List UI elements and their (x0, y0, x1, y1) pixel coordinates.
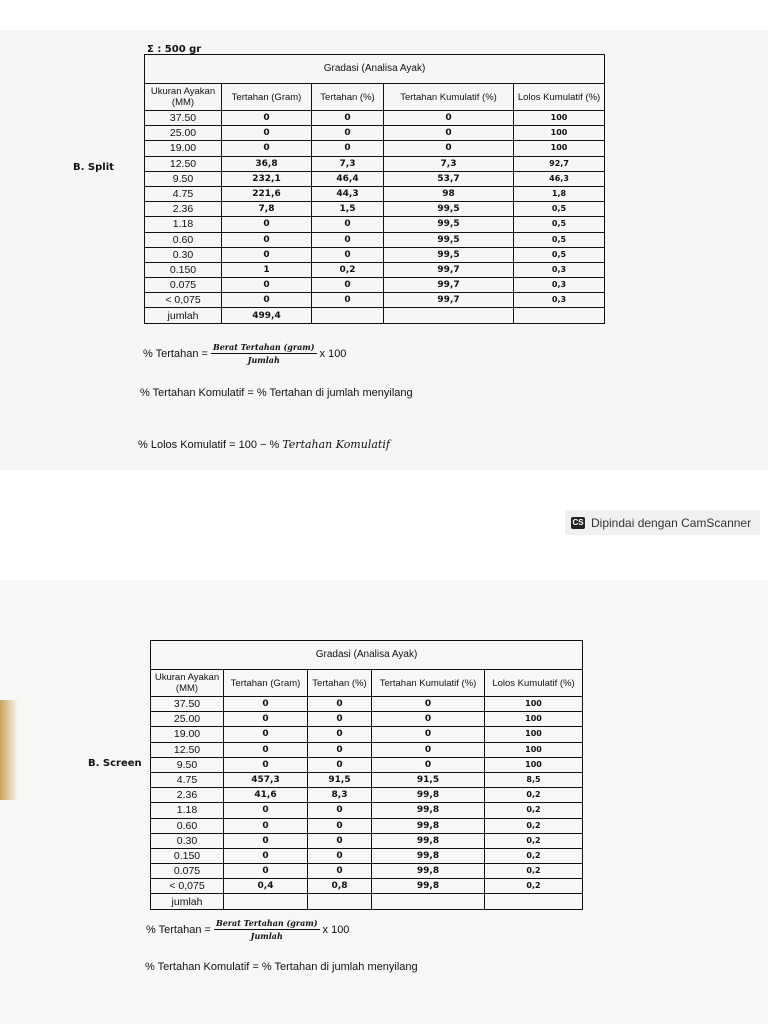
retained-gram-cell: 0 (222, 111, 312, 126)
total-weight-note: Σ : 500 gr (147, 44, 202, 55)
table-row (145, 186, 605, 201)
retained-percent-cell: 0 (312, 217, 384, 232)
header-cumulative-retained: Tertahan Kumulatif (%) (384, 84, 514, 111)
retained-percent-cell: 0 (312, 126, 384, 141)
sieve-size-cell: 0.150 (145, 262, 222, 277)
cumulative-retained-cell: 99,8 (372, 803, 485, 818)
retained-gram-cell: 0 (222, 293, 312, 308)
cumulative-retained-cell: 0 (372, 712, 485, 727)
cumulative-retained-cell: 98 (384, 186, 514, 201)
retained-percent-cell: 0 (312, 232, 384, 247)
retained-gram-cell: 41,6 (224, 788, 308, 803)
camscanner-badge (565, 510, 760, 535)
cumulative-retained-cell: 99,8 (372, 818, 485, 833)
cumulative-passing-cell: 0,3 (514, 278, 605, 293)
cumulative-retained-cell: 0 (372, 697, 485, 712)
cumulative-retained-cell: 0 (384, 111, 514, 126)
cumulative-retained-cell: 99,8 (372, 833, 485, 848)
sieve-size-cell: 12.50 (151, 742, 224, 757)
sieve-size-cell: 1.18 (151, 803, 224, 818)
retained-gram-cell: 232,1 (222, 171, 312, 186)
header-retained-percent: Tertahan (%) (308, 670, 372, 697)
sieve-size-cell: 37.50 (145, 111, 222, 126)
cumulative-retained-cell: 0 (384, 126, 514, 141)
table-row (151, 712, 583, 727)
header-retained-gram: Tertahan (Gram) (222, 84, 312, 111)
cumulative-passing-cell: 100 (485, 757, 583, 772)
retained-gram-cell: 0 (222, 247, 312, 262)
retained-gram-cell: 1 (222, 262, 312, 277)
sieve-size-cell: 12.50 (145, 156, 222, 171)
cumulative-passing-cell: 92,7 (514, 156, 605, 171)
cumulative-retained-cell: 0 (372, 742, 485, 757)
gradation-table-split (144, 54, 605, 324)
sieve-size-cell: 25.00 (145, 126, 222, 141)
table-title: Gradasi (Analisa Ayak) (151, 641, 583, 670)
retained-percent-cell: 91,5 (308, 772, 372, 787)
table-row (151, 833, 583, 848)
sieve-size-cell: 9.50 (151, 757, 224, 772)
retained-percent-cell: 0,8 (308, 879, 372, 894)
sieve-size-cell: 0.60 (145, 232, 222, 247)
cumulative-passing-cell: 100 (485, 742, 583, 757)
cumulative-passing-cell: 0,5 (514, 247, 605, 262)
retained-percent-cell: 0 (308, 727, 372, 742)
cumulative-passing-cell: 100 (514, 126, 605, 141)
table-row (151, 788, 583, 803)
sieve-size-cell: 25.00 (151, 712, 224, 727)
cumulative-retained-cell: 99,8 (372, 879, 485, 894)
retained-percent-cell: 0 (308, 712, 372, 727)
table-row (151, 848, 583, 863)
cumulative-retained-cell: 53,7 (384, 171, 514, 186)
table-body (151, 697, 583, 894)
cumulative-passing-cell: 0,2 (485, 864, 583, 879)
retained-gram-cell: 0 (224, 742, 308, 757)
cumulative-passing-cell: 0,3 (514, 293, 605, 308)
fraction-denominator: Jumlah (250, 931, 283, 941)
cumulative-retained-cell: 99,5 (384, 247, 514, 262)
retained-gram-cell: 457,3 (224, 772, 308, 787)
retained-percent-cell: 0,2 (312, 262, 384, 277)
sieve-size-cell: 37.50 (151, 697, 224, 712)
fraction-denominator: Jumlah (247, 355, 280, 365)
cumulative-passing-cell: 0,2 (485, 833, 583, 848)
total-empty-cell (372, 894, 485, 909)
retained-gram-cell: 0 (224, 833, 308, 848)
retained-gram-cell: 0,4 (224, 879, 308, 894)
cumulative-passing-cell: 0,3 (514, 262, 605, 277)
table-row (145, 111, 605, 126)
total-value (224, 894, 308, 909)
header-cumulative-passing: Lolos Kumulatif (%) (485, 670, 583, 697)
table-row (151, 772, 583, 787)
sieve-size-cell: 0.075 (145, 278, 222, 293)
retained-gram-cell: 0 (224, 697, 308, 712)
cumulative-passing-cell: 0,5 (514, 202, 605, 217)
cumulative-passing-cell: 100 (514, 141, 605, 156)
retained-percent-cell: 0 (312, 141, 384, 156)
cumulative-passing-cell: 100 (485, 727, 583, 742)
table-row (151, 818, 583, 833)
total-label: jumlah (151, 894, 224, 909)
retained-gram-cell: 0 (222, 217, 312, 232)
retained-percent-cell: 0 (308, 833, 372, 848)
retained-gram-cell: 221,6 (222, 186, 312, 201)
sieve-size-cell: < 0,075 (151, 879, 224, 894)
retained-percent-cell: 8,3 (308, 788, 372, 803)
cumulative-retained-cell: 99,7 (384, 293, 514, 308)
table-row (145, 293, 605, 308)
table-row (145, 156, 605, 171)
retained-percent-cell: 0 (312, 111, 384, 126)
header-cumulative-retained: Tertahan Kumulatif (%) (372, 670, 485, 697)
sieve-size-cell: 2.36 (151, 788, 224, 803)
retained-percent-cell: 0 (308, 803, 372, 818)
table-title: Gradasi (Analisa Ayak) (145, 55, 605, 84)
table-row (151, 864, 583, 879)
cumulative-retained-cell: 99,7 (384, 262, 514, 277)
total-empty-cell (312, 308, 384, 323)
gradation-table-screen (150, 640, 583, 910)
cumulative-retained-cell: 99,5 (384, 232, 514, 247)
sieve-size-cell: 0.30 (145, 247, 222, 262)
retained-gram-cell: 0 (224, 727, 308, 742)
cumulative-passing-cell: 100 (514, 111, 605, 126)
formula-fraction (211, 342, 317, 365)
table-row (145, 141, 605, 156)
retained-percent-cell: 46,4 (312, 171, 384, 186)
retained-percent-cell: 0 (308, 818, 372, 833)
header-sieve-size: Ukuran Ayakan (MM) (151, 670, 224, 697)
sieve-size-cell: 0.30 (151, 833, 224, 848)
formula-retained (146, 918, 349, 941)
total-empty-cell (514, 308, 605, 323)
formula-retained (143, 342, 346, 365)
retained-gram-cell: 36,8 (222, 156, 312, 171)
cumulative-passing-cell: 0,5 (514, 232, 605, 247)
cumulative-retained-cell: 91,5 (372, 772, 485, 787)
retained-gram-cell: 0 (224, 818, 308, 833)
cumulative-retained-cell: 99,8 (372, 788, 485, 803)
retained-gram-cell: 0 (224, 712, 308, 727)
cumulative-passing-cell: 0,2 (485, 803, 583, 818)
table-row (151, 757, 583, 772)
retained-gram-cell: 0 (222, 126, 312, 141)
formula-fraction (214, 918, 320, 941)
retained-percent-cell: 0 (308, 742, 372, 757)
sieve-size-cell: 0.075 (151, 864, 224, 879)
cumulative-retained-cell: 0 (372, 727, 485, 742)
formula-lhs: % Tertahan = (146, 923, 211, 936)
formula-lhs: % Tertahan = (143, 347, 208, 360)
cumulative-passing-cell: 8,5 (485, 772, 583, 787)
retained-gram-cell: 0 (224, 757, 308, 772)
formula-cumulative-passing (138, 438, 390, 451)
camscanner-logo-icon: CS (572, 518, 584, 527)
retained-percent-cell: 0 (312, 247, 384, 262)
cumulative-passing-cell: 100 (485, 697, 583, 712)
retained-gram-cell: 0 (222, 278, 312, 293)
table-row (145, 278, 605, 293)
retained-percent-cell: 0 (312, 278, 384, 293)
table-row (145, 217, 605, 232)
split-label: B. Split (73, 162, 114, 173)
camscanner-text: Dipindai dengan CamScanner (591, 515, 752, 530)
total-empty-cell (485, 894, 583, 909)
table-row (151, 697, 583, 712)
cumulative-passing-cell: 0,5 (514, 217, 605, 232)
cumulative-passing-cell: 0,2 (485, 848, 583, 863)
cumulative-passing-cell: 0,2 (485, 788, 583, 803)
sieve-size-cell: 2.36 (145, 202, 222, 217)
cumulative-passing-cell: 0,2 (485, 879, 583, 894)
retained-gram-cell: 7,8 (222, 202, 312, 217)
cumulative-passing-cell: 100 (485, 712, 583, 727)
cumulative-retained-cell: 99,5 (384, 217, 514, 232)
formula-lhs: % Lolos Komulatif = 100 − % (138, 438, 280, 451)
retained-percent-cell: 0 (308, 848, 372, 863)
fraction-numerator: Berat Tertahan (gram) (215, 918, 318, 928)
header-retained-gram: Tertahan (Gram) (224, 670, 308, 697)
retained-percent-cell: 0 (312, 293, 384, 308)
sieve-size-cell: < 0,075 (145, 293, 222, 308)
retained-percent-cell: 44,3 (312, 186, 384, 201)
table-row (151, 803, 583, 818)
retained-percent-cell: 0 (308, 697, 372, 712)
formula-cumulative-retained: % Tertahan Komulatif = % Tertahan di jumlah menyilang (140, 387, 413, 399)
sieve-size-cell: 19.00 (151, 727, 224, 742)
sieve-size-cell: 0.60 (151, 818, 224, 833)
total-label: jumlah (145, 308, 222, 323)
sieve-size-cell: 9.50 (145, 171, 222, 186)
total-empty-cell (308, 894, 372, 909)
cumulative-retained-cell: 99,7 (384, 278, 514, 293)
header-sieve-size: Ukuran Ayakan (MM) (145, 84, 222, 111)
sieve-size-cell: 1.18 (145, 217, 222, 232)
retained-percent-cell: 0 (308, 864, 372, 879)
retained-percent-cell: 7,3 (312, 156, 384, 171)
table-row (151, 727, 583, 742)
cumulative-retained-cell: 99,8 (372, 864, 485, 879)
table-row (151, 742, 583, 757)
sieve-size-cell: 4.75 (145, 186, 222, 201)
retained-gram-cell: 0 (222, 141, 312, 156)
sieve-size-cell: 4.75 (151, 772, 224, 787)
total-empty-cell (384, 308, 514, 323)
table-row (145, 171, 605, 186)
screen-label: B. Screen (88, 758, 142, 769)
formula-cumulative-retained: % Tertahan Komulatif = % Tertahan di jumlah menyilang (145, 961, 418, 973)
cumulative-passing-cell: 46,3 (514, 171, 605, 186)
page-edge-shadow (0, 700, 18, 800)
sieve-size-cell: 19.00 (145, 141, 222, 156)
retained-gram-cell: 0 (224, 864, 308, 879)
retained-gram-cell: 0 (224, 848, 308, 863)
sieve-size-cell: 0.150 (151, 848, 224, 863)
cumulative-passing-cell: 1,8 (514, 186, 605, 201)
table-row (145, 262, 605, 277)
cumulative-retained-cell: 99,5 (384, 202, 514, 217)
retained-gram-cell: 0 (224, 803, 308, 818)
formula-rhs: x 100 (322, 923, 350, 936)
retained-percent-cell: 0 (308, 757, 372, 772)
table-row (145, 126, 605, 141)
header-retained-percent: Tertahan (%) (312, 84, 384, 111)
total-value: 499,4 (222, 308, 312, 323)
header-cumulative-passing: Lolos Kumulatif (%) (514, 84, 605, 111)
retained-gram-cell: 0 (222, 232, 312, 247)
fraction-numerator: Berat Tertahan (gram) (212, 342, 315, 352)
table-row (145, 232, 605, 247)
cumulative-retained-cell: 0 (384, 141, 514, 156)
table-row (151, 879, 583, 894)
cumulative-passing-cell: 0,2 (485, 818, 583, 833)
formula-rhs: Tertahan Komulatif (282, 438, 390, 451)
formula-rhs: x 100 (319, 347, 347, 360)
retained-percent-cell: 1,5 (312, 202, 384, 217)
table-body (145, 111, 605, 308)
table-row (145, 247, 605, 262)
table-row (145, 202, 605, 217)
cumulative-retained-cell: 7,3 (384, 156, 514, 171)
cumulative-retained-cell: 0 (372, 757, 485, 772)
cumulative-retained-cell: 99,8 (372, 848, 485, 863)
